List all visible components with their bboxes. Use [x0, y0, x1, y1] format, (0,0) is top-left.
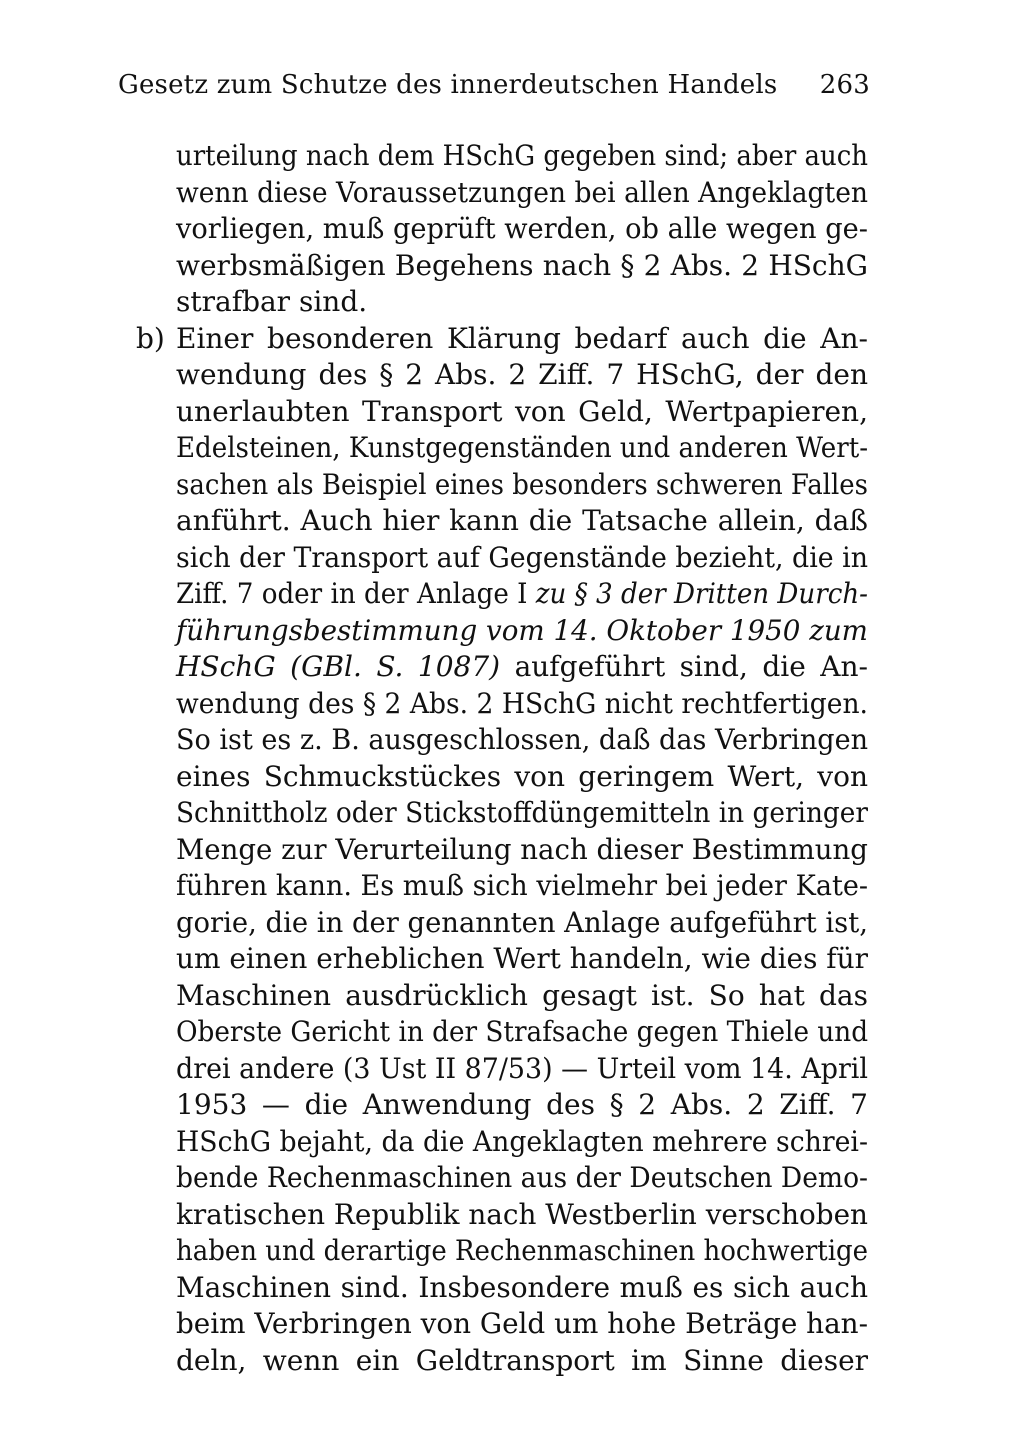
text-line: um einen erheblichen Wert handeln, wie dies für — [176, 942, 868, 975]
text-run: Ziff. 7 oder in der Anlage I — [176, 577, 536, 610]
italic-citation: zu § 3 der Dritten Durch- — [535, 577, 869, 610]
text-line: sich der Transport auf Gegenstände bezieht, die in — [176, 540, 869, 574]
text-line — [176, 649, 868, 686]
text-line — [176, 576, 868, 613]
text-line: anführt. Auch hier kann die Tatsache allein, daß — [176, 504, 868, 537]
text-line: Maschinen sind. Insbesondere muß es sich auch — [176, 1270, 869, 1304]
text-line — [176, 613, 868, 650]
italic-citation: führungsbestimmung vom 14. Oktober 1950 zum — [176, 613, 868, 647]
text-line: strafbar sind. — [176, 285, 368, 318]
list-item-label: b) — [136, 321, 165, 355]
text-line: Menge zur Verurteilung nach dieser Bestimmung — [176, 832, 868, 866]
text-line: HSchG bejaht, da die Angeklagten mehrere schrei- — [176, 1124, 868, 1158]
page-number: 263 — [819, 70, 870, 100]
running-head — [118, 70, 870, 110]
text-line: bende Rechenmaschinen aus der Deutschen Demo- — [176, 1161, 869, 1194]
text-line: Oberste Gericht in der Strafsache gegen Thiele und — [176, 1015, 869, 1048]
text-line: kratischen Republik nach Westberlin verschoben — [176, 1197, 868, 1231]
text-line: eines Schmuckstückes von geringem Wert, von — [176, 759, 869, 793]
text-line: gorie, die in der genannten Anlage aufgeführt ist, — [176, 905, 868, 939]
text-line: deln, wenn ein Geldtransport im Sinne dieser — [176, 1343, 869, 1377]
text-line: führen kann. Es muß sich vielmehr bei jeder Kate- — [176, 869, 869, 902]
text-line: werbsmäßigen Begehens nach § 2 Abs. 2 HSchG — [176, 248, 868, 282]
text-line: Einer besonderen Klärung bedarf auch die An- — [176, 321, 868, 355]
list-item-b — [0, 321, 1024, 358]
text-line: 1953 — die Anwendung des § 2 Abs. 2 Ziff. 7 — [176, 1088, 868, 1121]
text-run: aufgeführt sind, die An- — [500, 650, 868, 683]
text-line: So ist es z. B. ausgeschlossen, daß das Verbringen — [176, 723, 869, 756]
text-line: Maschinen ausdrücklich gesagt ist. So hat das — [176, 978, 868, 1012]
text-line: vorliegen, muß geprüft werden, ob alle wegen ge- — [176, 212, 868, 245]
text-line: urteilung nach dem HSchG gegeben sind; aber auch — [176, 139, 869, 172]
running-title: Gesetz zum Schutze des innerdeutschen Handels — [118, 70, 778, 100]
text-line: Schnittholz oder Stickstoffdüngemitteln in geringer — [176, 796, 868, 829]
text-line: Edelsteinen, Kunstgegenständen und anderen Wert- — [176, 431, 869, 464]
text-line: sachen als Beispiel eines besonders schweren Falles — [176, 467, 869, 501]
text-line: haben und derartige Rechenmaschinen hochwertige — [176, 1234, 869, 1267]
text-line: wendung des § 2 Abs. 2 Ziff. 7 HSchG, der den — [176, 358, 869, 391]
text-line: beim Verbringen von Geld um hohe Beträge han- — [176, 1307, 869, 1340]
italic-citation: HSchG (GBl. S. 1087) — [176, 650, 501, 683]
body-text — [0, 138, 1024, 1379]
text-line: unerlaubten Transport von Geld, Wertpapieren, — [176, 394, 868, 428]
text-line: wenn diese Voraussetzungen bei allen Angeklagten — [176, 175, 869, 209]
text-line: drei andere (3 Ust II 87/53) — Urteil vom 14. April — [176, 1051, 869, 1085]
text-line: wendung des § 2 Abs. 2 HSchG nicht rechtfertigen. — [176, 686, 868, 720]
